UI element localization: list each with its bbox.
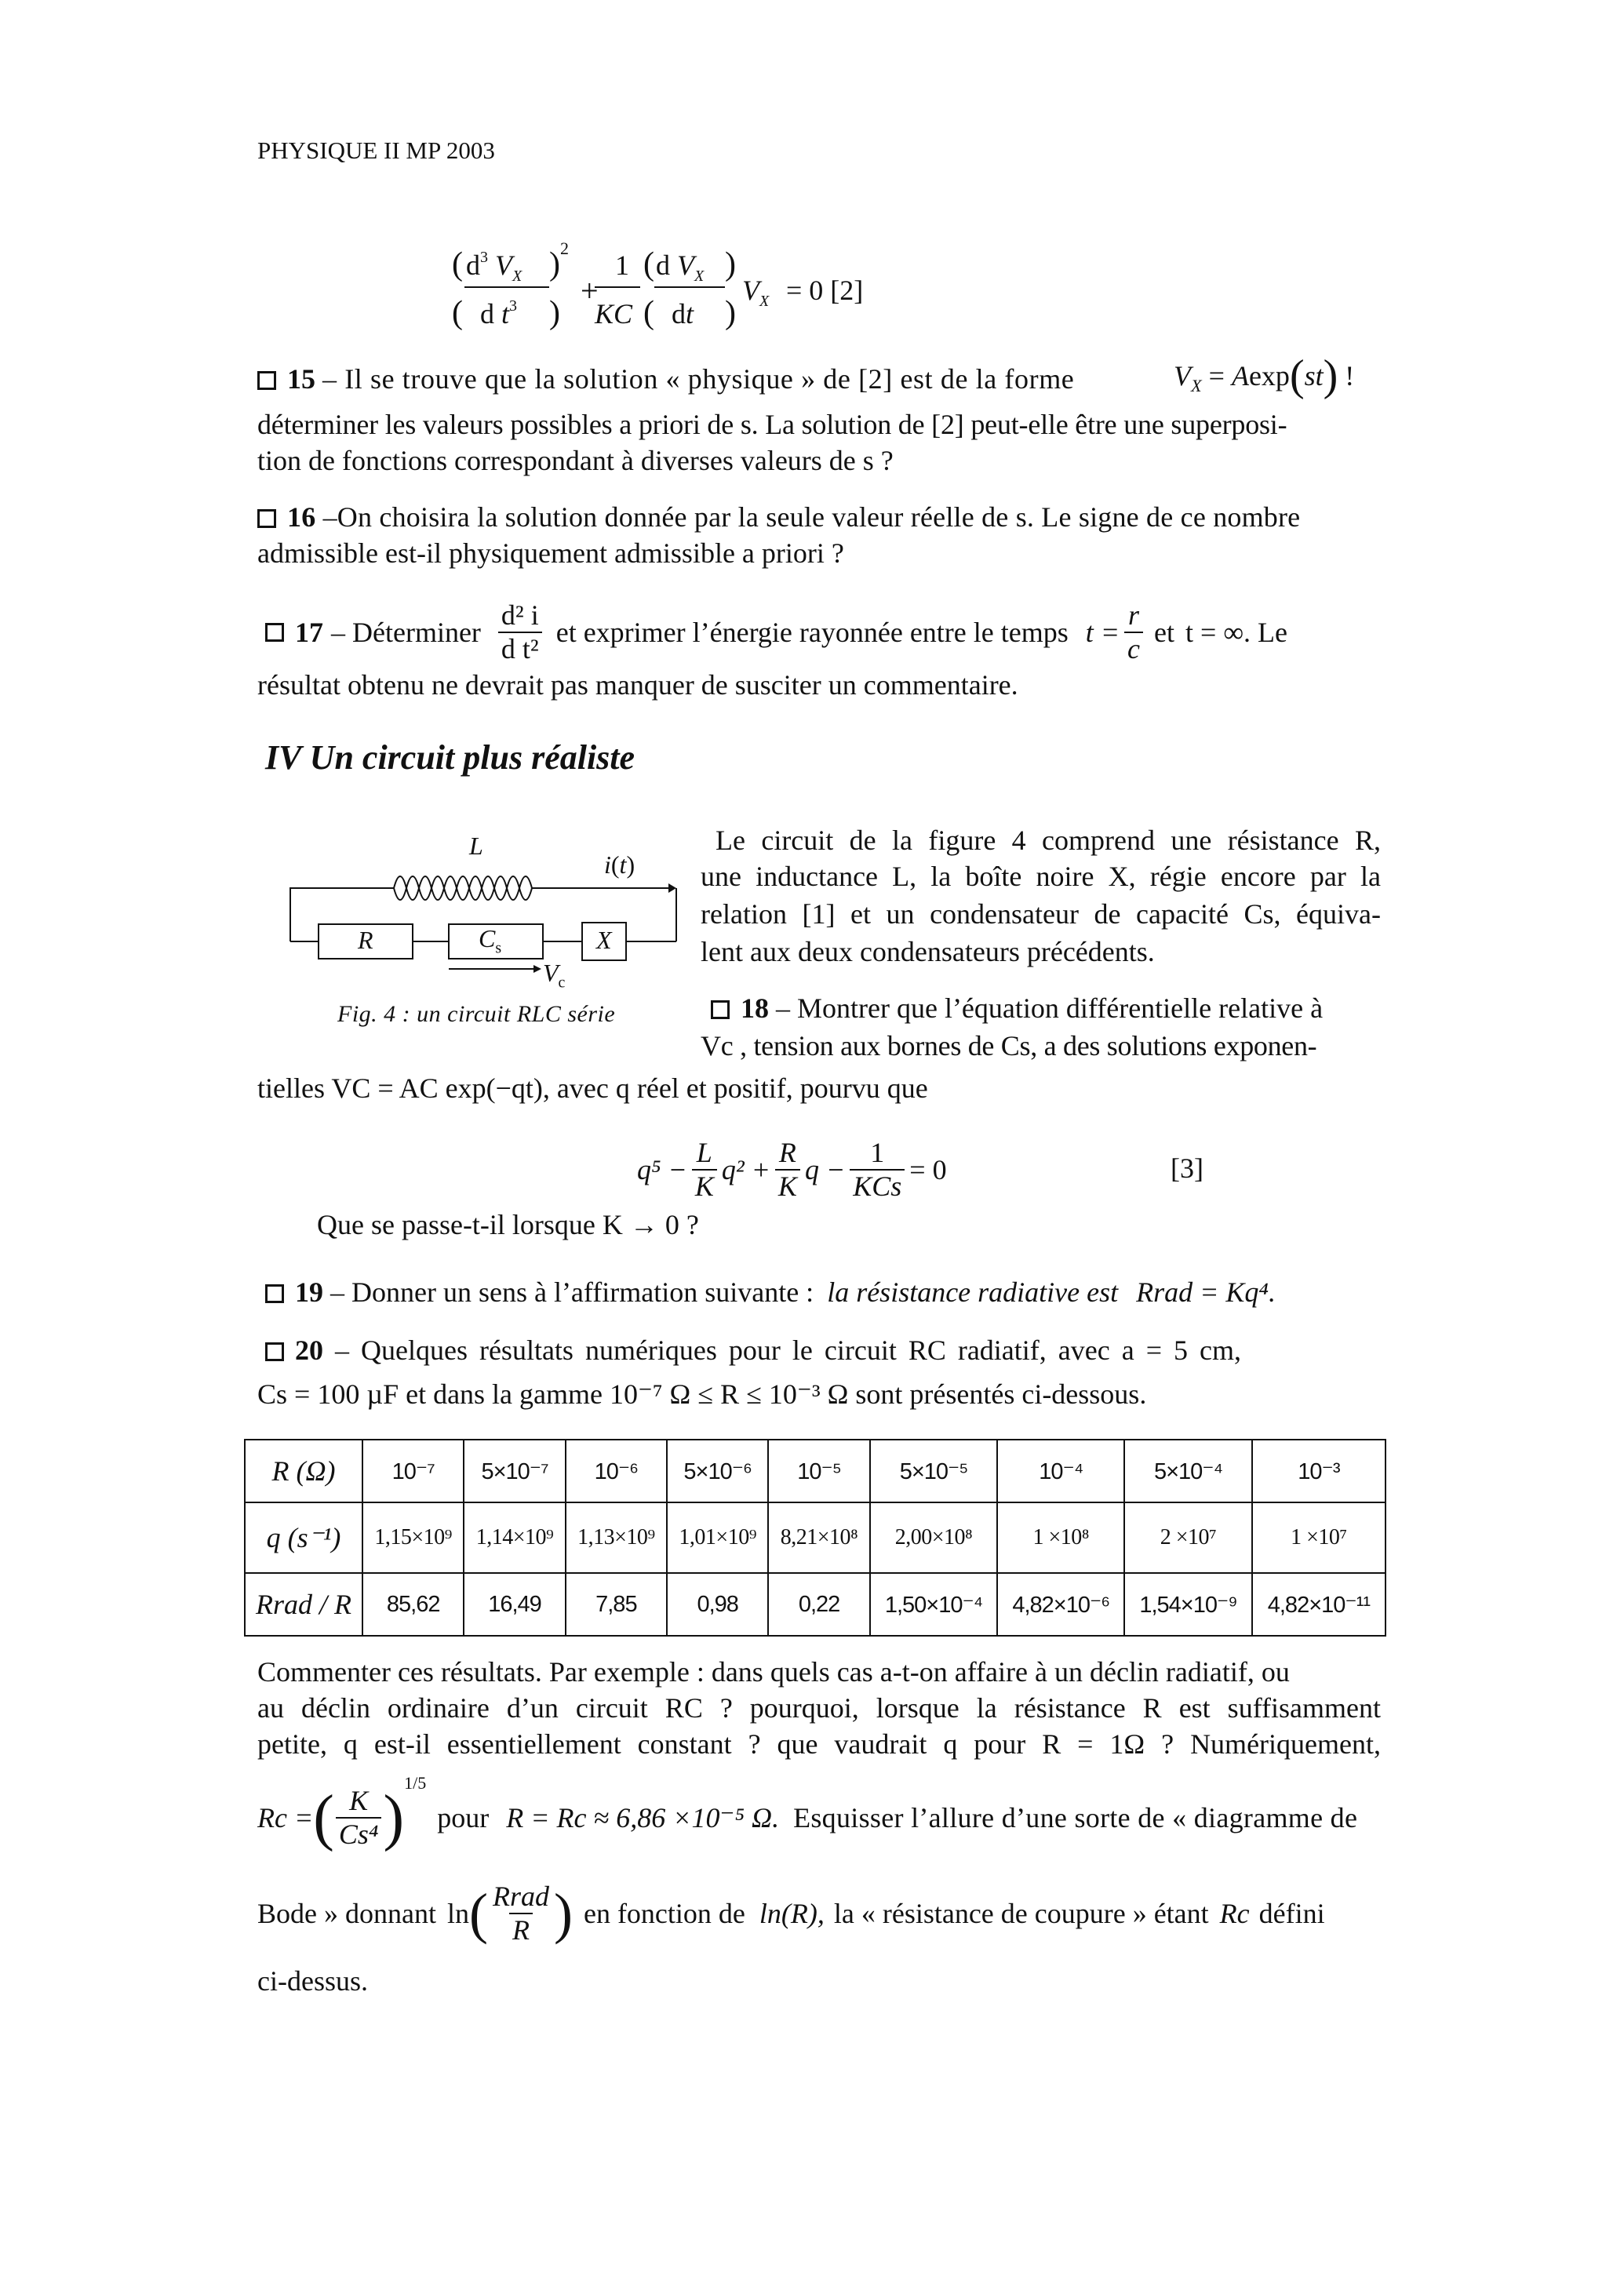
equation-2 bbox=[449, 235, 888, 345]
table-cell: 4,82×10⁻⁶ bbox=[997, 1573, 1124, 1636]
question-17-number: 17 bbox=[295, 617, 323, 648]
question-20-text-1: – Quelques résultats numériques pour le circuit RC radiatif, avec a = 5 cm, bbox=[335, 1335, 1241, 1366]
question-16-text-1: –On choisira la solution donnée par la seule valeur réelle de s. Le signe de ce nombre bbox=[322, 501, 1301, 533]
table-row-label-R: R (Ω) bbox=[245, 1440, 362, 1502]
question-17-t1: t = bbox=[1085, 617, 1120, 648]
question-18-text-1: – Montrer que l’équation différentielle relative à bbox=[776, 992, 1324, 1024]
eq3-frac-LK bbox=[692, 1137, 717, 1203]
question-18-line-2: Vc , tension aux bornes de Cs, a des solutions exponen- bbox=[701, 1030, 1317, 1061]
intro-line-3: relation [1] et un condensateur de capacité Cs, équiva- bbox=[701, 898, 1381, 930]
svg-text:KC: KC bbox=[595, 298, 633, 330]
eq3-q5: q⁵ − bbox=[637, 1154, 687, 1185]
table-cell: 2,00×10⁸ bbox=[870, 1502, 998, 1573]
question-17-text-a: – Déterminer bbox=[331, 617, 481, 648]
table-cell: 5×10⁻⁴ bbox=[1124, 1440, 1252, 1502]
eq3-K2: K bbox=[775, 1169, 800, 1203]
bode-R: R bbox=[509, 1913, 533, 1946]
comment-line-2: au déclin ordinaire d’un circuit RC ? pourquoi, lorsque la résistance R est suffisamment bbox=[257, 1692, 1381, 1724]
table-cell: 1,14×10⁹ bbox=[464, 1502, 565, 1573]
table-cell: 10⁻⁷ bbox=[362, 1440, 464, 1502]
question-15-formula: $V_X = Aexp(st)$ ! bbox=[1174, 351, 1355, 400]
table-cell: 5×10⁻⁵ bbox=[870, 1440, 998, 1502]
table-row bbox=[245, 1502, 1385, 1573]
table-cell: 2 ×10⁷ bbox=[1124, 1502, 1252, 1573]
rc-Cs4: Cs⁴ bbox=[336, 1817, 382, 1851]
table-cell: 0,22 bbox=[768, 1573, 869, 1636]
svg-text:2: 2 bbox=[560, 239, 569, 258]
table-cell: 5×10⁻⁶ bbox=[667, 1440, 768, 1502]
page-header: PHYSIQUE II MP 2003 bbox=[257, 137, 495, 164]
svg-text:1: 1 bbox=[615, 249, 629, 281]
eq3-q: q − bbox=[804, 1154, 846, 1185]
question-17-t2: t = ∞. Le bbox=[1185, 617, 1287, 648]
svg-text:): ) bbox=[549, 295, 560, 331]
eq3-KCs: KCs bbox=[850, 1169, 905, 1203]
intro-line-1: Le circuit de la figure 4 comprend une résistance R, bbox=[716, 825, 1381, 856]
voltage-label: $V_c$ bbox=[543, 959, 566, 992]
blackbox-label: X bbox=[596, 926, 612, 954]
question-17-frac-num: d² i bbox=[501, 599, 539, 631]
question-16-line-2: admissible est-il physiquement admissible a priori ? bbox=[257, 537, 844, 569]
intro-line-4: lent aux deux condensateurs précédents. bbox=[701, 936, 1155, 967]
question-17-et: et bbox=[1154, 617, 1175, 648]
question-17-line-2: résultat obtenu ne devrait pas manquer de susciter un commentaire. bbox=[257, 669, 1018, 701]
question-15-number: 15 bbox=[287, 363, 315, 395]
eq3-zero: = 0 bbox=[909, 1154, 947, 1185]
table-cell: 0,98 bbox=[667, 1573, 768, 1636]
bode-Rrad: Rrad bbox=[492, 1880, 549, 1912]
question-20-number: 20 bbox=[295, 1335, 323, 1366]
question-15-line-3: tion de fonctions correspondant à diverses valeurs de s ? bbox=[257, 445, 894, 476]
rc-value: R = Rc ≈ 6,86 ×10⁻⁵ Ω. bbox=[506, 1802, 780, 1833]
rc-rest: Esquisser l’allure d’une sorte de « diagramme de bbox=[793, 1802, 1358, 1833]
bode-defini: défini bbox=[1258, 1898, 1325, 1929]
checkbox-icon bbox=[711, 1000, 730, 1019]
checkbox-icon bbox=[265, 1284, 284, 1303]
table-cell: 10⁻⁴ bbox=[997, 1440, 1124, 1502]
table-row-label-ratio: Rrad / R bbox=[245, 1573, 362, 1636]
bode-fraction bbox=[490, 1881, 552, 1947]
table-cell: 1,54×10⁻⁹ bbox=[1124, 1573, 1252, 1636]
checkbox-icon bbox=[257, 371, 276, 390]
checkbox-icon bbox=[265, 1342, 284, 1361]
equation-3 bbox=[637, 1127, 947, 1213]
rc-pour: pour bbox=[437, 1802, 490, 1833]
svg-text:(: ( bbox=[643, 246, 654, 282]
comment-line-6: ci-dessus. bbox=[257, 1965, 368, 1997]
svg-text:(: ( bbox=[452, 246, 463, 282]
bode-lnR: ln(R), bbox=[759, 1898, 825, 1929]
section-title: IV Un circuit plus réaliste bbox=[265, 738, 635, 777]
question-19 bbox=[265, 1276, 1276, 1309]
svg-text:d VX: d $V_X$ bbox=[656, 249, 705, 285]
figure-4-caption: Fig. 4 : un circuit RLC série bbox=[337, 1001, 616, 1027]
eq3-q2: q² + bbox=[721, 1154, 770, 1185]
question-19-text: – Donner un sens à l’affirmation suivante : bbox=[330, 1276, 814, 1308]
table-cell: 4,82×10⁻¹¹ bbox=[1252, 1573, 1385, 1636]
eq3-one: 1 bbox=[870, 1136, 885, 1168]
table-cell: 10⁻³ bbox=[1252, 1440, 1385, 1502]
question-18-after: Que se passe-t-il lorsque K → 0 ? bbox=[317, 1209, 699, 1240]
equation-3-tag: [3] bbox=[1171, 1152, 1203, 1184]
table-cell: 7,85 bbox=[566, 1573, 667, 1636]
svg-text:(: ( bbox=[643, 295, 654, 331]
resistor-label: R bbox=[358, 926, 373, 954]
question-20-line-1 bbox=[265, 1334, 1241, 1367]
question-17-frac-den: d t² bbox=[498, 632, 542, 665]
eq3-frac-1KCs bbox=[850, 1137, 905, 1203]
question-18-number: 18 bbox=[741, 992, 769, 1024]
svg-text:(: ( bbox=[452, 295, 463, 331]
question-19-formula: Rrad = Kq⁴. bbox=[1136, 1276, 1276, 1308]
question-17-r: r bbox=[1128, 599, 1140, 631]
eq3-frac-RK bbox=[775, 1137, 800, 1203]
rc-fraction bbox=[336, 1785, 382, 1852]
equation-2-graphic bbox=[449, 235, 888, 345]
svg-text:): ) bbox=[725, 246, 736, 282]
table-cell: 5×10⁻⁷ bbox=[464, 1440, 565, 1502]
table-cell: 1 ×10⁸ bbox=[997, 1502, 1124, 1573]
table-cell: 16,49 bbox=[464, 1573, 565, 1636]
question-17-text-b: et exprimer l’énergie rayonnée entre le temps bbox=[555, 617, 1069, 648]
question-15-line-1 bbox=[257, 362, 1074, 395]
bode-ln: ln bbox=[446, 1898, 469, 1929]
question-17-c: c bbox=[1124, 632, 1143, 665]
eq3-L: L bbox=[696, 1136, 712, 1168]
table-cell: 10⁻⁵ bbox=[768, 1440, 869, 1502]
question-17-fraction bbox=[498, 599, 542, 666]
current-label: i(t) bbox=[604, 850, 635, 879]
question-16-line-1 bbox=[257, 501, 1300, 533]
capacitor-label: $C_s$ bbox=[479, 924, 502, 957]
table-cell: 1,01×10⁹ bbox=[667, 1502, 768, 1573]
comment-line-4: Rc = ( $\frac{K}{\text{Cs⁴}}$ ) 1/5 pour R = Rc ≈ 6,86 ×10⁻⁵ Ω. Esquisser l’allure d’une sorte de « diagramme de bbox=[257, 1773, 1358, 1852]
table-cell: 10⁻⁶ bbox=[566, 1440, 667, 1502]
figure-4-circuit bbox=[282, 824, 683, 996]
rc-K: K bbox=[349, 1784, 369, 1816]
question-18-line-1 bbox=[711, 992, 1323, 1025]
bode-text-a: Bode » donnant bbox=[257, 1898, 436, 1929]
question-17-rc-fraction bbox=[1124, 599, 1143, 666]
question-15-line-2: déterminer les valeurs possibles a priori de s. La solution de [2] peut-elle être une superposi- bbox=[257, 409, 1287, 440]
results-table bbox=[244, 1439, 1386, 1637]
svg-text:dt: dt bbox=[672, 298, 694, 330]
svg-text:d3 VX: $d^3$ $V_X$ bbox=[466, 249, 523, 285]
svg-text:d t3: d $t^3$ bbox=[480, 297, 518, 330]
rc-lhs: Rc = bbox=[257, 1802, 314, 1833]
bode-text-c: la « résistance de coupure » étant bbox=[833, 1898, 1209, 1929]
table-cell: 1,15×10⁹ bbox=[362, 1502, 464, 1573]
svg-text:VX: $V_X$ bbox=[742, 275, 770, 310]
question-17-line-1 bbox=[265, 593, 1287, 672]
eq3-R: R bbox=[778, 1136, 796, 1168]
svg-text:): ) bbox=[725, 295, 736, 331]
intro-line-2: une inductance L, la boîte noire X, régie encore par la bbox=[701, 861, 1381, 892]
svg-text:): ) bbox=[549, 246, 560, 282]
eq3-K: K bbox=[692, 1169, 717, 1203]
comment-line-1: Commenter ces résultats. Par exemple : dans quels cas a-t-on affaire à un déclin radiatif, ou bbox=[257, 1656, 1290, 1688]
inductor-label: L bbox=[469, 832, 483, 860]
comment-line-5: Bode » donnant ln ( $\frac{\text{Rrad}}{R}$ ) en fonction de ln(R), la « résistance de coupure » étant Rc défini bbox=[257, 1880, 1325, 1946]
svg-text:+: + bbox=[581, 273, 599, 308]
bode-Rc: Rc bbox=[1219, 1898, 1250, 1929]
question-19-number: 19 bbox=[295, 1276, 323, 1308]
question-16-number: 16 bbox=[287, 501, 316, 533]
question-15-text-1: – Il se trouve que la solution « physique » de [2] est de la forme bbox=[322, 363, 1075, 395]
table-row bbox=[245, 1573, 1385, 1636]
table-row-label-q: q (s⁻¹) bbox=[245, 1502, 362, 1573]
svg-text:= 0 [2]: = 0 [2] bbox=[786, 275, 864, 306]
checkbox-icon bbox=[257, 509, 276, 528]
table-cell: 85,62 bbox=[362, 1573, 464, 1636]
rc-exponent: 1/5 bbox=[404, 1773, 427, 1793]
question-18-line-3: tielles VC = AC exp(−qt), avec q réel et positif, pourvu que bbox=[257, 1072, 928, 1104]
table-cell: 1 ×10⁷ bbox=[1252, 1502, 1385, 1573]
table-cell: 8,21×10⁸ bbox=[768, 1502, 869, 1573]
checkbox-icon bbox=[265, 623, 284, 642]
bode-text-b: en fonction de bbox=[583, 1898, 745, 1929]
table-row bbox=[245, 1440, 1385, 1502]
table-cell: 1,50×10⁻⁴ bbox=[870, 1573, 998, 1636]
question-20-line-2: Cs = 100 µF et dans la gamme 10⁻⁷ Ω ≤ R ≤ 10⁻³ Ω sont présentés ci-dessous. bbox=[257, 1378, 1147, 1410]
comment-line-3: petite, q est-il essentiellement constant ? que vaudrait q pour R = 1Ω ? Numériquement, bbox=[257, 1728, 1381, 1760]
table-cell: 1,13×10⁹ bbox=[566, 1502, 667, 1573]
question-19-italic: la résistance radiative est bbox=[827, 1276, 1119, 1308]
